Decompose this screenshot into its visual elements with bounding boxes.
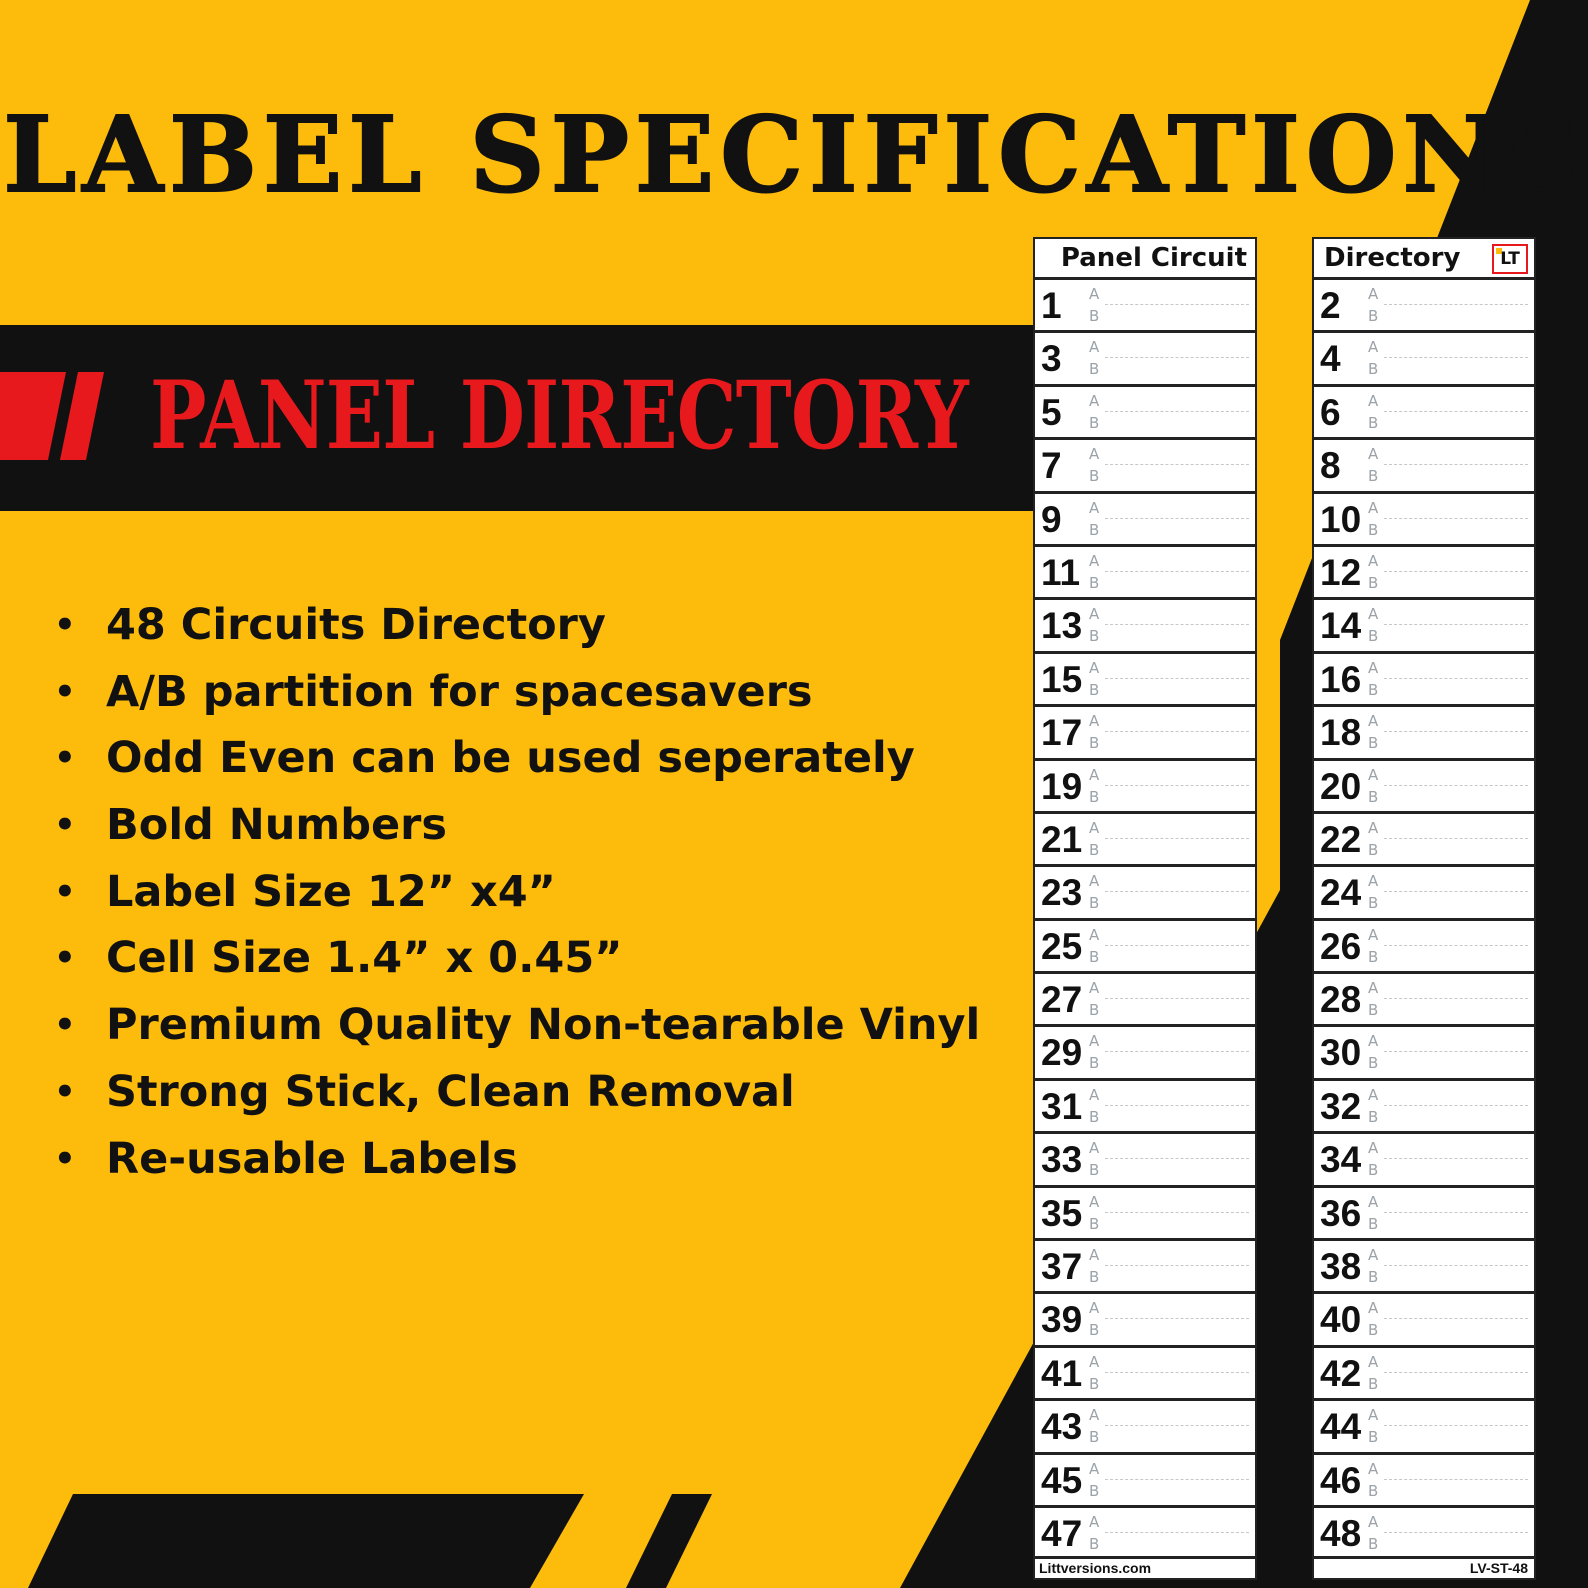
partition-divider	[1105, 518, 1249, 519]
circuit-number: 13	[1041, 605, 1083, 647]
partition-b-label: B	[1089, 947, 1100, 966]
partition-divider	[1384, 1425, 1528, 1426]
partition-a-label: A	[1368, 1406, 1379, 1425]
feature-text: Strong Stick, Clean Removal	[106, 1066, 795, 1117]
circuit-cells	[1314, 277, 1534, 1558]
partition-a-label: A	[1368, 1459, 1379, 1478]
feature-item	[52, 792, 982, 859]
partition-b-label: B	[1089, 1321, 1100, 1340]
circuit-cell	[1314, 704, 1534, 757]
partition-b-label: B	[1368, 1481, 1379, 1500]
bottom-black-stripe-1	[28, 1494, 584, 1588]
circuit-cell	[1035, 544, 1255, 597]
partition-b-label: B	[1089, 1214, 1100, 1233]
partition-divider	[1384, 411, 1528, 412]
circuit-cell	[1035, 330, 1255, 383]
partition-a-label: A	[1368, 1139, 1379, 1158]
circuit-cell	[1314, 758, 1534, 811]
circuit-number: 9	[1041, 498, 1062, 540]
circuit-number: 33	[1041, 1139, 1083, 1181]
partition-divider	[1105, 785, 1249, 786]
circuit-cell	[1314, 1131, 1534, 1184]
circuit-number: 22	[1320, 818, 1362, 860]
circuit-number: 29	[1041, 1032, 1083, 1074]
feature-text: 48 Circuits Directory	[106, 600, 606, 650]
partition-b-label: B	[1368, 1374, 1379, 1393]
feature-list	[52, 592, 982, 1192]
circuit-cell	[1035, 491, 1255, 544]
partition-divider	[1105, 464, 1249, 465]
partition-b-label: B	[1368, 1268, 1379, 1287]
partition-b-label: B	[1368, 520, 1379, 539]
circuit-cell	[1314, 1078, 1534, 1131]
partition-b-label: B	[1368, 1214, 1379, 1233]
circuit-number: 42	[1320, 1352, 1362, 1394]
circuit-number: 48	[1320, 1512, 1362, 1554]
circuit-cell	[1035, 1024, 1255, 1077]
circuit-number: 43	[1041, 1406, 1083, 1448]
feature-item	[52, 1059, 982, 1126]
brand-logo	[1492, 244, 1528, 274]
circuit-number: 1	[1041, 285, 1062, 326]
partition-a-label: A	[1089, 338, 1100, 357]
circuit-number: 10	[1320, 498, 1362, 540]
bullet-icon: •	[54, 671, 76, 712]
partition-divider	[1105, 1479, 1249, 1480]
partition-divider	[1105, 1051, 1249, 1052]
circuit-number: 35	[1041, 1192, 1083, 1234]
partition-b-label: B	[1368, 1428, 1379, 1447]
circuit-cell	[1035, 811, 1255, 864]
circuit-cell	[1035, 1185, 1255, 1238]
bullet-icon: •	[54, 1005, 76, 1046]
partition-a-label: A	[1368, 1352, 1379, 1371]
circuit-cells	[1035, 277, 1255, 1558]
partition-a-label: A	[1089, 1406, 1100, 1425]
partition-divider	[1384, 785, 1528, 786]
partition-b-label: B	[1089, 787, 1100, 806]
partition-divider	[1384, 678, 1528, 679]
partition-b-label: B	[1089, 1107, 1100, 1126]
circuit-number: 15	[1041, 658, 1083, 700]
circuit-number: 12	[1320, 551, 1362, 593]
circuit-cell	[1035, 864, 1255, 917]
circuit-cell	[1314, 597, 1534, 650]
partition-b-label: B	[1089, 520, 1100, 539]
bottom-black-stripe-2	[626, 1494, 712, 1588]
circuit-cell	[1035, 384, 1255, 437]
circuit-cell	[1035, 1398, 1255, 1451]
partition-b-label: B	[1368, 734, 1379, 753]
circuit-number: 2	[1320, 285, 1341, 326]
circuit-cell	[1314, 1291, 1534, 1344]
circuit-number: 20	[1320, 765, 1362, 807]
partition-b-label: B	[1368, 1161, 1379, 1180]
partition-b-label: B	[1089, 1268, 1100, 1287]
partition-b-label: B	[1089, 1534, 1100, 1553]
partition-a-label: A	[1368, 1032, 1379, 1051]
partition-divider	[1105, 945, 1249, 946]
circuit-number: 3	[1041, 338, 1062, 380]
partition-b-label: B	[1368, 467, 1379, 486]
feature-text: Bold Numbers	[106, 800, 447, 851]
circuit-number: 19	[1041, 765, 1083, 807]
partition-b-label: B	[1089, 573, 1100, 592]
partition-a-label: A	[1089, 1246, 1100, 1265]
circuit-cell	[1035, 918, 1255, 971]
partition-b-label: B	[1368, 894, 1379, 913]
circuit-cell	[1314, 1452, 1534, 1505]
feature-item	[52, 1126, 982, 1193]
partition-b-label: B	[1089, 1428, 1100, 1447]
circuit-number: 31	[1041, 1085, 1083, 1127]
partition-divider	[1105, 1105, 1249, 1106]
partition-divider	[1105, 678, 1249, 679]
partition-b-label: B	[1368, 1534, 1379, 1553]
partition-b-label: B	[1368, 947, 1379, 966]
feature-text: Label Size 12” x4”	[106, 866, 556, 917]
circuit-number: 41	[1041, 1352, 1083, 1394]
circuit-number: 5	[1041, 391, 1062, 433]
partition-b-label: B	[1089, 360, 1100, 379]
partition-a-label: A	[1089, 925, 1100, 944]
circuit-number: 38	[1320, 1246, 1362, 1288]
partition-a-label: A	[1368, 872, 1379, 891]
partition-a-label: A	[1368, 979, 1379, 998]
partition-a-label: A	[1368, 1299, 1379, 1318]
partition-b-label: B	[1089, 840, 1100, 859]
partition-divider	[1384, 1372, 1528, 1373]
circuit-cell	[1035, 704, 1255, 757]
partition-b-label: B	[1089, 894, 1100, 913]
partition-a-label: A	[1089, 1139, 1100, 1158]
partition-divider	[1384, 945, 1528, 946]
partition-divider	[1384, 998, 1528, 999]
partition-a-label: A	[1089, 391, 1100, 410]
partition-a-label: A	[1089, 445, 1100, 464]
circuit-number: 6	[1320, 391, 1341, 433]
partition-b-label: B	[1368, 1321, 1379, 1340]
partition-a-label: A	[1368, 658, 1379, 677]
partition-divider	[1384, 1265, 1528, 1266]
partition-a-label: A	[1089, 605, 1100, 624]
partition-b-label: B	[1089, 307, 1100, 325]
circuit-cell	[1314, 1345, 1534, 1398]
circuit-cell	[1035, 971, 1255, 1024]
circuit-cell	[1314, 1024, 1534, 1077]
bullet-icon: •	[54, 1138, 76, 1179]
panel-directory-heading: PANEL DIRECTORY	[150, 361, 968, 471]
circuit-cell	[1035, 437, 1255, 490]
circuit-number: 8	[1320, 445, 1341, 487]
partition-divider	[1105, 1425, 1249, 1426]
partition-divider	[1105, 731, 1249, 732]
partition-divider	[1384, 1105, 1528, 1106]
label-strip-even	[1312, 237, 1536, 1580]
partition-a-label: A	[1368, 605, 1379, 624]
feature-item	[52, 659, 982, 726]
circuit-cell	[1035, 597, 1255, 650]
partition-b-label: B	[1089, 413, 1100, 432]
circuit-number: 36	[1320, 1192, 1362, 1234]
partition-divider	[1105, 998, 1249, 999]
circuit-cell	[1314, 811, 1534, 864]
partition-a-label: A	[1089, 658, 1100, 677]
page-title: LABEL SPECIFICATIONS	[3, 93, 1585, 216]
circuit-number: 18	[1320, 712, 1362, 754]
partition-a-label: A	[1089, 1352, 1100, 1371]
circuit-cell	[1314, 651, 1534, 704]
partition-divider	[1384, 1318, 1528, 1319]
partition-divider	[1384, 518, 1528, 519]
partition-a-label: A	[1368, 712, 1379, 731]
label-header: Directory	[1324, 243, 1461, 273]
circuit-cell	[1035, 758, 1255, 811]
circuit-cell	[1314, 918, 1534, 971]
circuit-number: 47	[1041, 1512, 1083, 1554]
partition-b-label: B	[1089, 680, 1100, 699]
partition-b-label: B	[1089, 1054, 1100, 1073]
partition-b-label: B	[1089, 627, 1100, 646]
circuit-cell	[1035, 1452, 1255, 1505]
partition-b-label: B	[1368, 680, 1379, 699]
partition-divider	[1105, 411, 1249, 412]
feature-text: Re-usable Labels	[106, 1133, 518, 1184]
partition-a-label: A	[1089, 498, 1100, 517]
partition-divider	[1384, 891, 1528, 892]
circuit-cell	[1035, 1078, 1255, 1131]
feature-item	[52, 859, 982, 926]
partition-divider	[1384, 838, 1528, 839]
bullet-icon: •	[54, 871, 76, 912]
partition-divider	[1384, 1479, 1528, 1480]
circuit-number: 26	[1320, 925, 1362, 967]
partition-divider	[1384, 304, 1528, 305]
circuit-number: 21	[1041, 818, 1083, 860]
partition-b-label: B	[1089, 1001, 1100, 1020]
circuit-cell	[1035, 1291, 1255, 1344]
partition-divider	[1105, 1318, 1249, 1319]
circuit-cell	[1314, 1185, 1534, 1238]
partition-a-label: A	[1089, 1512, 1100, 1531]
feature-item	[52, 925, 982, 992]
partition-a-label: A	[1089, 551, 1100, 570]
circuit-cell	[1035, 1345, 1255, 1398]
feature-text: Odd Even can be used seperately	[106, 733, 915, 784]
partition-b-label: B	[1089, 1161, 1100, 1180]
partition-divider	[1105, 357, 1249, 358]
circuit-number: 37	[1041, 1246, 1083, 1288]
bullet-icon: •	[54, 738, 76, 779]
partition-divider	[1384, 1212, 1528, 1213]
feature-text: A/B partition for spacesavers	[106, 666, 813, 717]
label-header: Panel Circuit	[1060, 243, 1247, 273]
partition-a-label: A	[1089, 979, 1100, 998]
circuit-number: 14	[1320, 605, 1362, 647]
circuit-cell	[1314, 437, 1534, 490]
partition-divider	[1384, 571, 1528, 572]
partition-divider	[1384, 464, 1528, 465]
label-footer: Littversions.com	[1035, 1556, 1255, 1578]
partition-a-label: A	[1089, 1459, 1100, 1478]
partition-a-label: A	[1368, 498, 1379, 517]
circuit-number: 17	[1041, 712, 1083, 754]
partition-a-label: A	[1368, 925, 1379, 944]
partition-divider	[1384, 1051, 1528, 1052]
partition-b-label: B	[1089, 467, 1100, 486]
circuit-number: 39	[1041, 1299, 1083, 1341]
partition-a-label: A	[1368, 1246, 1379, 1265]
partition-b-label: B	[1368, 1107, 1379, 1126]
partition-b-label: B	[1368, 787, 1379, 806]
partition-divider	[1105, 891, 1249, 892]
partition-b-label: B	[1089, 1481, 1100, 1500]
partition-b-label: B	[1368, 307, 1379, 325]
partition-a-label: A	[1368, 391, 1379, 410]
partition-a-label: A	[1089, 712, 1100, 731]
circuit-number: 23	[1041, 872, 1083, 914]
circuit-number: 45	[1041, 1459, 1083, 1501]
partition-divider	[1384, 731, 1528, 732]
partition-divider	[1105, 838, 1249, 839]
circuit-number: 25	[1041, 925, 1083, 967]
circuit-number: 24	[1320, 872, 1362, 914]
circuit-cell	[1314, 1238, 1534, 1291]
partition-a-label: A	[1368, 551, 1379, 570]
partition-a-label: A	[1368, 445, 1379, 464]
partition-divider	[1384, 1532, 1528, 1533]
partition-divider	[1384, 1158, 1528, 1159]
partition-b-label: B	[1089, 734, 1100, 753]
circuit-number: 46	[1320, 1459, 1362, 1501]
partition-b-label: B	[1368, 627, 1379, 646]
bullet-icon: •	[54, 1071, 76, 1112]
partition-b-label: B	[1089, 1374, 1100, 1393]
circuit-number: 16	[1320, 658, 1362, 700]
feature-item	[52, 725, 982, 792]
circuit-cell	[1035, 651, 1255, 704]
partition-b-label: B	[1368, 1054, 1379, 1073]
partition-divider	[1105, 1532, 1249, 1533]
circuit-cell	[1314, 1398, 1534, 1451]
circuit-number: 44	[1320, 1406, 1362, 1448]
circuit-number: 32	[1320, 1085, 1362, 1127]
feature-item	[52, 992, 982, 1059]
partition-b-label: B	[1368, 360, 1379, 379]
circuit-cell	[1035, 277, 1255, 330]
circuit-cell	[1314, 384, 1534, 437]
partition-a-label: A	[1089, 1192, 1100, 1211]
bullet-icon: •	[54, 938, 76, 979]
circuit-number: 34	[1320, 1139, 1362, 1181]
circuit-number: 7	[1041, 445, 1062, 487]
partition-a-label: A	[1368, 285, 1379, 303]
partition-a-label: A	[1368, 818, 1379, 837]
partition-a-label: A	[1089, 765, 1100, 784]
circuit-cell	[1314, 330, 1534, 383]
circuit-number: 40	[1320, 1299, 1362, 1341]
circuit-number: 28	[1320, 979, 1362, 1021]
partition-a-label: A	[1089, 1085, 1100, 1104]
partition-divider	[1105, 1372, 1249, 1373]
partition-a-label: A	[1089, 1299, 1100, 1318]
partition-a-label: A	[1089, 285, 1100, 303]
partition-a-label: A	[1089, 818, 1100, 837]
partition-divider	[1105, 1212, 1249, 1213]
circuit-cell	[1035, 1131, 1255, 1184]
bullet-icon: •	[54, 605, 76, 645]
label-footer: LV-ST-48	[1314, 1556, 1534, 1578]
circuit-number: 27	[1041, 979, 1083, 1021]
circuit-number: 4	[1320, 338, 1341, 380]
partition-divider	[1105, 624, 1249, 625]
circuit-cell	[1314, 1505, 1534, 1558]
partition-divider	[1105, 1265, 1249, 1266]
label-strip-odd	[1033, 237, 1257, 1580]
partition-a-label: A	[1368, 1192, 1379, 1211]
partition-b-label: B	[1368, 840, 1379, 859]
partition-divider	[1105, 571, 1249, 572]
partition-b-label: B	[1368, 1001, 1379, 1020]
partition-a-label: A	[1368, 1512, 1379, 1531]
feature-text: Cell Size 1.4” x 0.45”	[106, 933, 623, 984]
circuit-cell	[1035, 1238, 1255, 1291]
circuit-cell	[1314, 544, 1534, 597]
circuit-cell	[1035, 1505, 1255, 1558]
partition-a-label: A	[1089, 1032, 1100, 1051]
logo-text: LT	[1500, 249, 1520, 269]
partition-b-label: B	[1368, 413, 1379, 432]
partition-divider	[1384, 357, 1528, 358]
circuit-cell	[1314, 491, 1534, 544]
partition-divider	[1105, 304, 1249, 305]
bullet-icon: •	[54, 805, 76, 846]
circuit-cell	[1314, 864, 1534, 917]
feature-item	[52, 592, 982, 659]
partition-a-label: A	[1089, 872, 1100, 891]
partition-divider	[1105, 1158, 1249, 1159]
circuit-cell	[1314, 971, 1534, 1024]
partition-a-label: A	[1368, 338, 1379, 357]
circuit-number: 30	[1320, 1032, 1362, 1074]
circuit-number: 11	[1041, 551, 1081, 593]
circuit-cell	[1314, 277, 1534, 330]
partition-b-label: B	[1368, 573, 1379, 592]
partition-a-label: A	[1368, 1085, 1379, 1104]
partition-divider	[1384, 624, 1528, 625]
feature-text: Premium Quality Non-tearable Vinyl	[106, 1000, 981, 1051]
partition-a-label: A	[1368, 765, 1379, 784]
